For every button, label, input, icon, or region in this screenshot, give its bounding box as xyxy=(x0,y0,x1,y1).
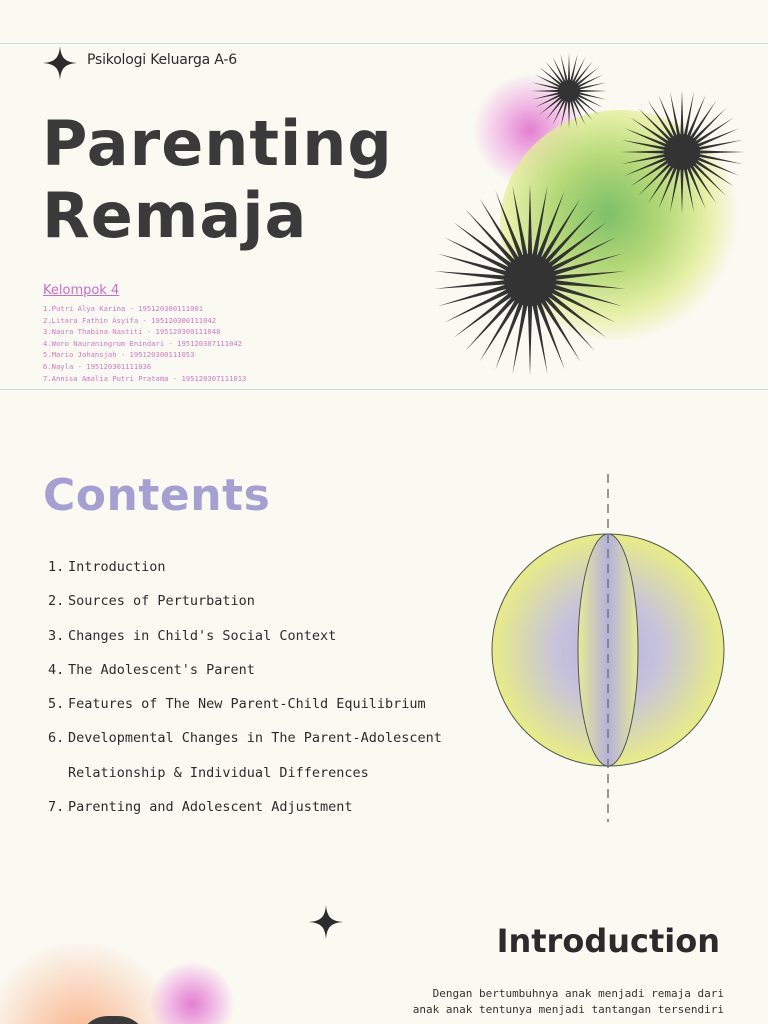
toc-item: 6. Developmental Changes in The Parent-Adolescent xyxy=(48,730,442,747)
contents-slide xyxy=(0,390,768,850)
introduction-slide xyxy=(0,850,768,1024)
toc-item: 7. Parenting and Adolescent Adjustment xyxy=(48,799,353,816)
toc-item: 4. The Adolescent's Parent xyxy=(48,661,255,678)
toc-item: 1. Introduction xyxy=(48,559,166,575)
member-item: 3.Naura Thabina Nastiti - 195120300111048 xyxy=(43,327,221,337)
toc-item-continued: Relationship & Individual Differences xyxy=(68,764,369,781)
toc-item: 5. Features of The New Parent-Child Equilibrium xyxy=(48,696,426,713)
contents-title: Contents xyxy=(43,470,271,521)
member-list xyxy=(43,303,246,384)
toc-item: 2. Sources of Perturbation xyxy=(48,593,255,610)
pink-gradient-blob xyxy=(150,962,234,1024)
intro-text-line: Dengan bertumbuhnya anak menjadi remaja dari xyxy=(432,987,724,1000)
starburst-icon xyxy=(530,52,608,130)
member-item: 1.Putri Alya Karina - 195120300111001 xyxy=(43,304,204,313)
member-item: 7.Annisa Amalia Putri Pratama - 195120307111013 xyxy=(43,373,247,383)
member-item: 5.Mario Johansjah - 195120300111053 xyxy=(43,350,195,360)
starburst-icon xyxy=(432,180,628,380)
sphere-icon xyxy=(480,470,740,830)
member-item: 2.Litara Fathin Asyifa - 195120300111042 xyxy=(43,315,217,325)
four-point-star-icon xyxy=(42,45,78,81)
introduction-text xyxy=(364,986,724,1018)
title-line-2: Remaja xyxy=(42,179,308,252)
member-item: 6.Nayla - 195120301111036 xyxy=(43,361,152,371)
starburst-icon xyxy=(618,88,746,216)
member-item: 4.Woro Nauraningrum Enindari - 195120307111042 xyxy=(43,338,243,348)
group-title: Kelompok 4 xyxy=(43,283,120,298)
four-point-star-icon xyxy=(308,904,344,940)
toc-item: 3. Changes in Child's Social Context xyxy=(48,627,337,644)
title-line-1: Parenting xyxy=(42,107,393,180)
title-slide xyxy=(0,0,768,390)
introduction-title: Introduction xyxy=(496,922,720,960)
page-title xyxy=(42,108,393,252)
intro-text-line: anak anak tentunya menjadi tantangan tersendiri xyxy=(412,1003,724,1016)
course-label: Psikologi Keluarga A-6 xyxy=(87,52,237,68)
table-of-contents xyxy=(48,550,442,824)
top-divider xyxy=(0,43,768,44)
